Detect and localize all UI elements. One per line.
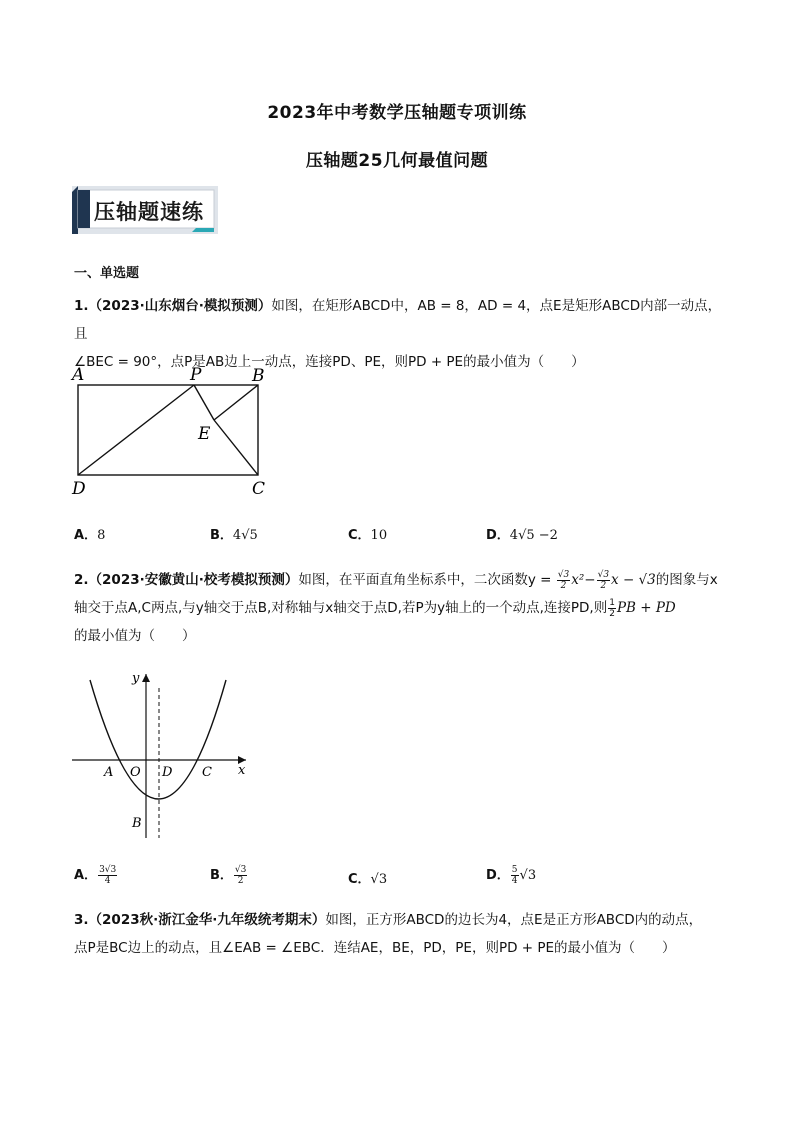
- question-text: 如图，正方形ABCD的边长为4，点E是正方形ABCD内的动点，: [325, 912, 703, 928]
- question-text: ∠BEC = 90°，点P是AB边上一动点，连接PD、PE，则PD + PE的最小值为（ ）: [74, 354, 585, 370]
- label-b: B: [252, 366, 265, 386]
- label-y-axis: y: [132, 671, 140, 686]
- label-p: P: [190, 365, 202, 385]
- label-d: D: [72, 479, 86, 499]
- label-x-axis: x: [238, 763, 246, 778]
- option-b[interactable]: B．4√5: [210, 528, 258, 543]
- option-c[interactable]: C．10: [348, 528, 388, 543]
- option-d[interactable]: D． $\frac{5}{4}$ √3: [486, 865, 537, 886]
- page-title: 2023年中考数学压轴题专项训练: [267, 103, 527, 123]
- option-d[interactable]: D．4√5 −2: [486, 528, 558, 543]
- question-text: 的最小值为（ ）: [74, 628, 196, 644]
- option-a[interactable]: A． $\frac{3√3}{4}$: [74, 865, 117, 886]
- figure-parabola: [68, 668, 258, 844]
- option-a[interactable]: A．8: [74, 528, 106, 543]
- question-3: 3.（2023秋·浙江金华·九年级统考期末）如图，正方形ABCD的边长为4，点E是正方形ABCD内的动点， 点P是BC边上的动点，且∠EAB = ∠EBC．连结AE，BE，PD，PE，则PD + PE的最小值为（ ）: [74, 906, 734, 962]
- question-1: 1.（2023·山东烟台·模拟预测）如图，在矩形ABCD中，AB = 8，AD = 4，点E是矩形ABCD内部一动点，且 ∠BEC = 90°，点P是AB边上一动点，连接PD、PE，则PD + PE的最小值为（ ）: [74, 292, 734, 376]
- banner-text: 压轴题速练: [94, 200, 204, 224]
- function-formula: $\frac{√3}{2}$ x²− $\frac{√3}{2}$ x − √3: [557, 570, 656, 591]
- question-text: 如图，在平面直角坐标系中，二次函数y =: [298, 572, 552, 588]
- section-heading: 一、单选题: [74, 266, 140, 281]
- label-o: O: [130, 765, 141, 780]
- question-source: （2023·安徽黄山·校考模拟预测）: [88, 572, 299, 588]
- question-text: 轴交于点A,C两点,与y轴交于点B,对称轴与x轴交于点D,若P为y轴上的一个动点,连接PD,则: [74, 600, 608, 616]
- question-source: （2023秋·浙江金华·九年级统考期末）: [88, 912, 326, 928]
- option-c[interactable]: C．√3: [348, 872, 388, 887]
- label-d: D: [162, 765, 173, 780]
- label-e: E: [198, 424, 211, 444]
- label-c: C: [202, 765, 212, 780]
- label-a: A: [104, 765, 114, 780]
- page-subtitle: 压轴题25几何最值问题: [305, 151, 489, 171]
- question-text: 点P是BC边上的动点，且∠EAB = ∠EBC．连结AE，BE，PD，PE，则PD + PE的最小值为（ ）: [74, 940, 676, 956]
- label-b: B: [132, 816, 142, 831]
- question-source: （2023·山东烟台·模拟预测）: [88, 298, 272, 314]
- label-c: C: [252, 479, 266, 499]
- section-banner: [72, 186, 218, 234]
- figure-rectangle-abcd: [70, 360, 280, 500]
- question-2: 2.（2023·安徽黄山·校考模拟预测）如图，在平面直角坐标系中，二次函数y = $\frac{√3}{2}$ x²− $\frac{√3}{2}$ x − √3的图象与x 轴交于点A,C两点,与y轴交于点B,对称轴与x轴交于点D,若P为y轴上的一个动点,连接PD,则 $\frac{1}{2}$ PB + PD 的最小值为（ ）: [74, 566, 734, 650]
- option-b[interactable]: B． $\frac{√3}{2}$: [210, 865, 247, 886]
- question-text: 如图，在矩形ABCD中，AB = 8，AD = 4，点E是矩形ABCD内部一动点，且: [74, 298, 722, 342]
- label-a: A: [72, 365, 85, 385]
